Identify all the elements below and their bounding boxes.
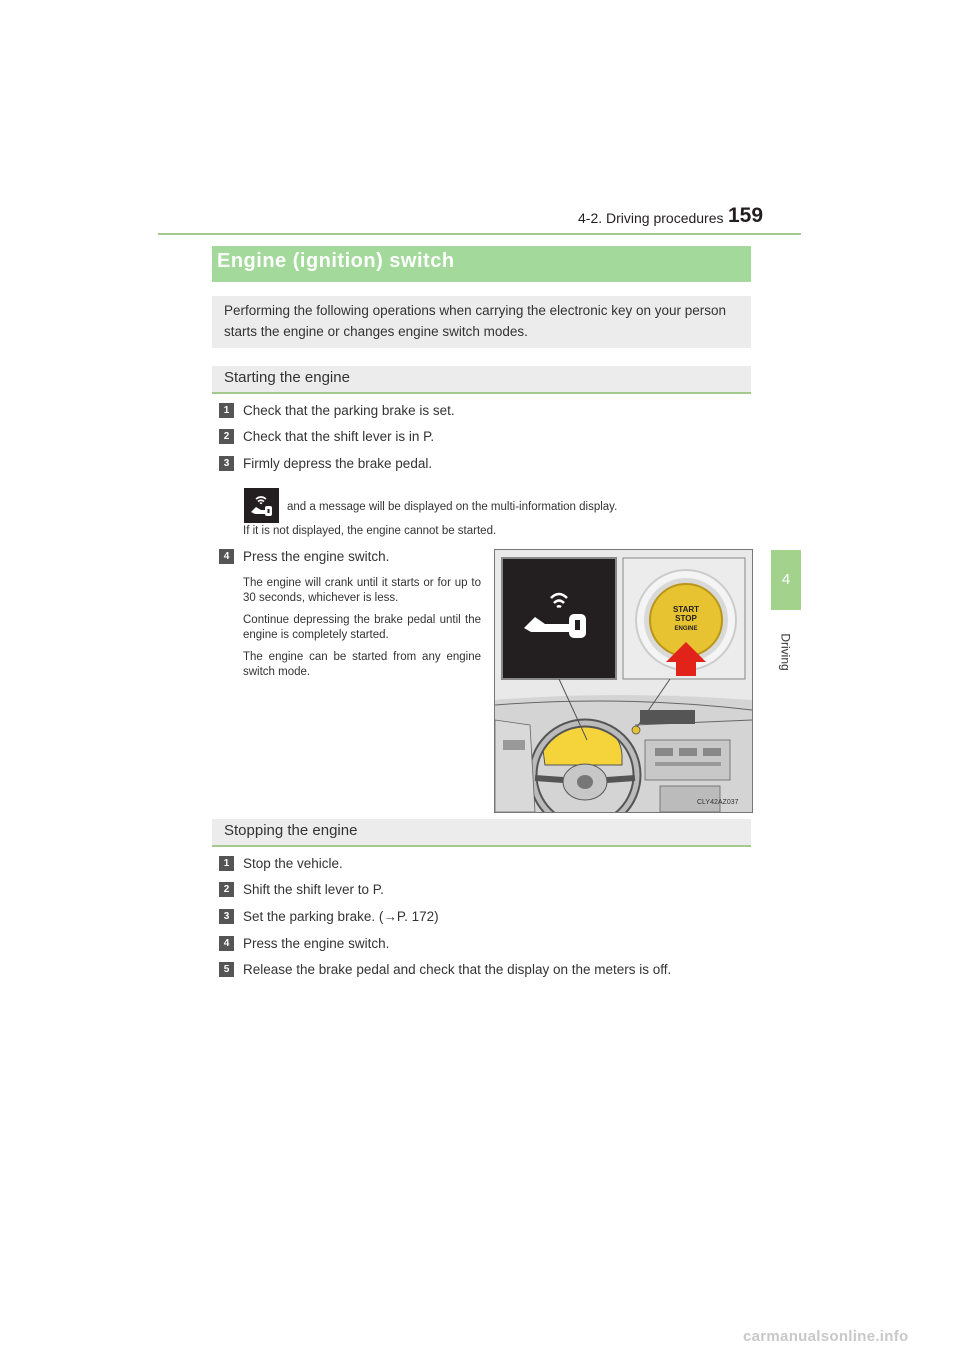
step-text: Check that the parking brake is set.	[243, 403, 455, 418]
step-number: 4	[219, 936, 234, 951]
intro-text: Performing the following operations when carrying the electronic key on your person starts the engine or changes engine switch modes.	[224, 303, 727, 339]
button-label-line: ENGINE	[674, 626, 698, 632]
step-number: 2	[219, 882, 234, 897]
step-number: 5	[219, 962, 234, 977]
step-text: Check that the shift lever is in P.	[243, 429, 435, 444]
footer-watermark: carmanualsonline.info	[743, 1328, 909, 1345]
header-rule	[158, 233, 801, 235]
starting-heading: Starting the engine	[224, 369, 350, 386]
tab-rule	[771, 608, 801, 610]
chapter-label: Driving	[779, 633, 793, 671]
step-text: Release the brake pedal and check that the display on the meters is off.	[243, 962, 672, 977]
button-label-line: STOP	[675, 614, 697, 623]
step-text: Press the engine switch.	[243, 549, 390, 564]
page-reference-step: Set the parking brake. (→P. 172)	[243, 909, 439, 924]
page-title: Engine (ignition) switch	[217, 250, 455, 272]
section-title: 4-2. Driving procedures	[578, 210, 724, 226]
step-number: 4	[219, 549, 234, 564]
step-number: 1	[219, 856, 234, 871]
figure-code: CLY42AZ037	[697, 799, 739, 806]
button-label-line: START	[672, 605, 700, 614]
stopping-heading: Stopping the engine	[224, 822, 358, 839]
note-text: The engine will crank until it starts or for up to 30 seconds, whichever is less.	[243, 577, 481, 604]
indicator-warning: If it is not displayed, the engine cannot be started.	[243, 525, 497, 537]
indicator-message: and a message will be displayed on the multi-information display.	[287, 501, 618, 513]
note-text: Continue depressing the brake pedal until the engine is completely started.	[243, 614, 481, 641]
step-text: Firmly depress the brake pedal.	[243, 456, 433, 471]
engine-switch-illustration	[494, 549, 753, 813]
step-text: Stop the vehicle.	[243, 856, 343, 871]
key-indicator-icon	[244, 488, 279, 523]
chapter-label-wrap	[763, 622, 809, 682]
step-text: Press the engine switch.	[243, 936, 390, 951]
step-number: 2	[219, 429, 234, 444]
step-number: 3	[219, 456, 234, 471]
step-text: Shift the shift lever to P.	[243, 882, 384, 897]
chapter-tab[interactable]	[771, 550, 801, 608]
step-number: 1	[219, 403, 234, 418]
note-text: The engine can be started from any engine switch mode.	[243, 651, 481, 678]
chapter-number: 4	[781, 570, 791, 588]
page-number: 159	[728, 204, 764, 227]
step-number: 3	[219, 909, 234, 924]
